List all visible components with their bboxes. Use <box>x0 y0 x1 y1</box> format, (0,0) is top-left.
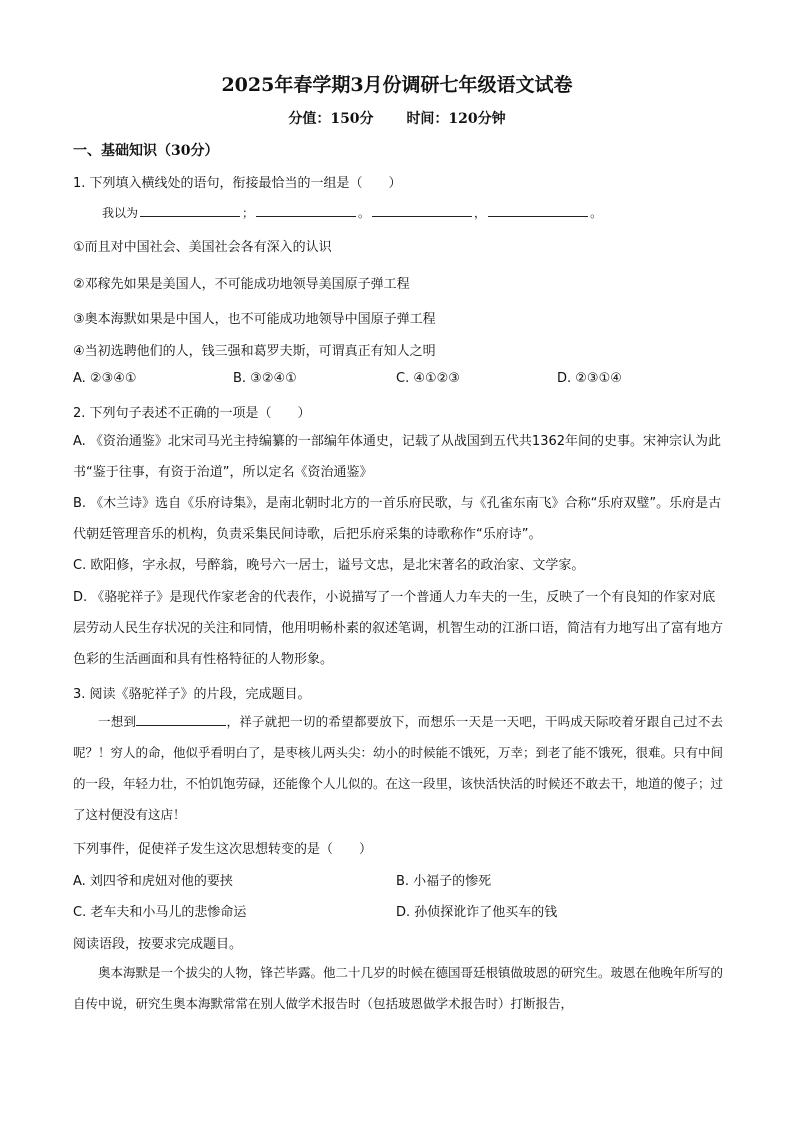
q1-stem: 1. 下列填入横线处的语句，衔接最恰当的一组是（ ） <box>73 176 402 191</box>
q3-option-d[interactable]: D. 孙侦探讹诈了他买车的钱 <box>396 905 558 920</box>
q1-item: ③奥本海默如果是中国人，也不可能成功地领导中国原子弹工程 <box>73 312 436 327</box>
q3-option-a[interactable]: A. 刘四爷和虎妞对他的要挟 <box>73 874 233 889</box>
q3-question: 下列事件，促使祥子发生这次思想转变的是（ ） <box>73 842 373 857</box>
q3-option-b[interactable]: B. 小福子的惨死 <box>396 874 492 889</box>
section-heading: 一、基础知识（30分） <box>73 143 219 159</box>
answer-blank[interactable] <box>136 713 226 726</box>
q3-stem: 3. 阅读《骆驼祥子》的片段，完成题目。 <box>73 687 311 702</box>
q1-option-c[interactable]: C. ④①②③ <box>396 371 460 386</box>
punct: ； <box>242 206 255 220</box>
answer-blank[interactable] <box>140 204 240 217</box>
q3-option-c[interactable]: C. 老车夫和小马儿的悲惨命运 <box>73 905 247 920</box>
q2-option-b[interactable]: B. 《木兰诗》选自《乐府诗集》，是南北朝时北方的一首乐府民歌，与《孔雀东南飞》合称“乐府双璧”。乐府是古代朝廷管理音乐的机构，负责采集民间诗歌，后把乐府采集的诗歌称作“乐府诗”。 <box>73 496 722 542</box>
q2-option-c[interactable]: C. 欧阳修，字永叔，号醉翁，晚号六一居士，谥号文忠，是北宋著名的政治家、文学家。 <box>73 558 585 573</box>
score-text: 分值：150分 <box>288 111 374 127</box>
answer-blank[interactable] <box>256 204 356 217</box>
q1-lead: 我以为 <box>102 206 139 220</box>
reading-stem: 阅读语段，按要求完成题目。 <box>73 937 243 952</box>
q2-stem: 2. 下列句子表述不正确的一项是（ ） <box>73 406 311 421</box>
punct: 。 <box>358 206 371 220</box>
punct: ， <box>474 206 487 220</box>
reading-passage: 奥本海默是一个拔尖的人物，锋芒毕露。他二十几岁的时候在德国哥廷根镇做玻恩的研究生。玻恩在他晚年所写的自传中说，研究生奥本海默常常在别人做学术报告时（包括玻恩做学术报告时）打断报告， <box>73 965 724 1011</box>
passage-start: 一想到 <box>98 714 137 729</box>
answer-blank[interactable] <box>372 204 472 217</box>
punct: 。 <box>590 206 603 220</box>
time-text: 时间：120分钟 <box>406 111 506 127</box>
q2-option-d[interactable]: D. 《骆驼祥子》是现代作家老舍的代表作，小说描写了一个普通人力车夫的一生，反映了一个有良知的作家对底层劳动人民生存状况的关注和同情，他用明畅朴素的叙述笔调，机智生动的江浙口语，简洁有力地写出了富有地方色彩的生活画面和具有性格特征的人物形象。 <box>73 590 724 667</box>
q1-option-d[interactable]: D. ②③①④ <box>557 371 622 386</box>
q1-blank-line <box>102 204 602 221</box>
q1-item: ④当初选聘他们的人，钱三强和葛罗夫斯，可谓真正有知人之明 <box>73 344 436 359</box>
q1-item: ②邓稼先如果是美国人，不可能成功地领导美国原子弹工程 <box>73 277 410 292</box>
exam-title: 2025年春学期3月份调研七年级语文试卷 <box>221 74 573 96</box>
passage-body: ，祥子就把一切的希望都要放下，而想乐一天是一天吧，干吗成天际咬着牙跟自己过不去呢？！穷人的命，他似乎看明白了，是枣核儿两头尖：幼小的时候能不饿死，万幸；到老了能不饿死，很难。只有中间的一段，年轻力壮，不怕饥饱劳碌，还能像个人儿似的。在这一段里，该快活快活的时候还不敢去干，地道的傻子；过了这村便没有这店！ <box>73 714 724 822</box>
q1-option-a[interactable]: A. ②③④① <box>73 371 137 386</box>
answer-blank[interactable] <box>488 204 588 217</box>
q1-option-b[interactable]: B. ③②④① <box>233 371 297 386</box>
q3-passage <box>73 706 723 830</box>
exam-info <box>0 108 794 128</box>
q1-item: ①而且对中国社会、美国社会各有深入的认识 <box>73 240 332 255</box>
q2-option-a[interactable]: A. 《资治通鉴》北宋司马光主持编纂的一部编年体通史，记载了从战国到五代共1362年间的史事。宋神宗认为此书“鉴于往事，有资于治道”，所以定名《资治通鉴》 <box>73 434 722 480</box>
